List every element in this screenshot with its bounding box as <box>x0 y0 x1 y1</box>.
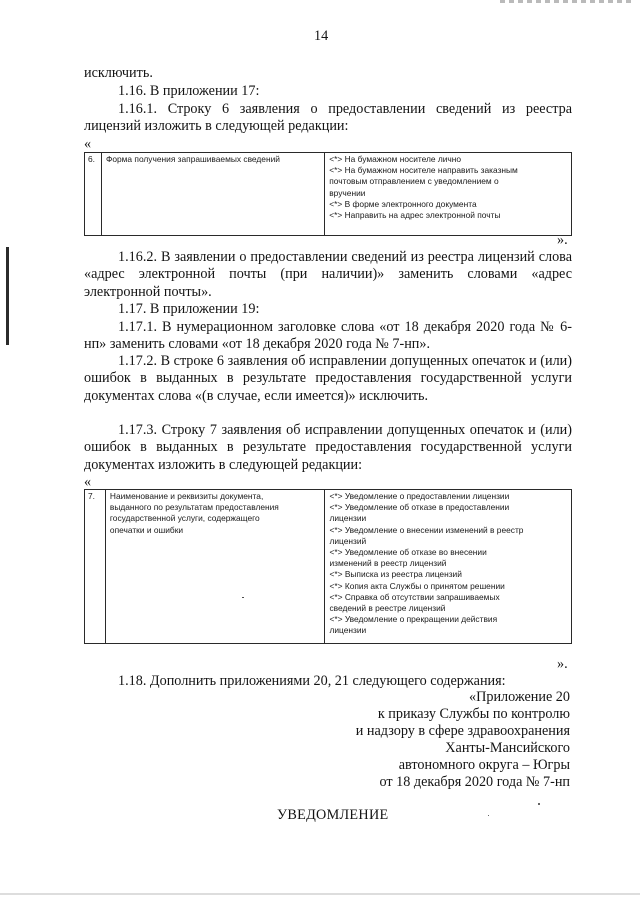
table-row-7 <box>84 489 572 644</box>
scan-artifact-top <box>500 0 635 3</box>
scan-artifact-left <box>6 247 9 345</box>
quote-open-1: « <box>84 136 92 152</box>
appendix-header-line: Ханты-Мансийского <box>445 740 570 756</box>
scan-speck <box>242 597 244 598</box>
quote-close-1: ». <box>557 232 568 248</box>
option-line: <*> Уведомление о прекращении действия <box>329 614 498 625</box>
paragraph-1-17-1: 1.17.1. В нумерационном заголовке слова «от 18 декабря 2020 года № 6-нп» заменить словами «от 18 декабря 2020 года № 7-нп». <box>84 319 572 353</box>
table-row-6-number: 6. <box>85 153 102 236</box>
table-row-6 <box>84 152 572 236</box>
option-line: <*> Выписка из реестра лицензий <box>329 569 462 580</box>
option-line: сведений в реестре лицензий <box>329 603 446 614</box>
label-line: государственной услуги, содержащего <box>109 513 260 524</box>
appendix-header-line: автономного округа – Югры <box>398 757 570 773</box>
label-line: Наименование и реквизиты документа, <box>109 491 264 501</box>
table-row-7-label <box>105 490 325 644</box>
table-row-6-options <box>325 153 572 236</box>
scan-artifact-bottom <box>0 893 640 895</box>
option-line: <*> На бумажном носителе направить заказным <box>329 165 518 176</box>
table-row-7-options <box>325 490 572 644</box>
paragraph-1-17-3: 1.17.3. Строку 7 заявления об исправлении допущенных опечаток и (или) ошибок в выданных в результате предоставления государственной услуги документах изложить в следующей редакции: <box>84 422 572 473</box>
appendix-header-line: от 18 декабря 2020 года № 7-нп <box>379 774 570 790</box>
notice-title: УВЕДОМЛЕНИЕ <box>277 807 389 823</box>
option-line: <*> Направить на адрес электронной почты <box>329 210 501 221</box>
option-line: изменений в реестр лицензий <box>329 558 447 569</box>
quote-close-2: ». <box>557 656 568 672</box>
paragraph-1-18: 1.18. Дополнить приложениями 20, 21 следующего содержания: <box>118 673 506 689</box>
page-number: 14 <box>314 28 329 44</box>
option-line: <*> Уведомление об отказе в предоставлении <box>329 502 510 513</box>
label-line: выданного по результатам предоставления <box>109 502 279 513</box>
option-line: <*> В форме электронного документа <box>329 198 477 209</box>
paragraph-1-16: 1.16. В приложении 17: <box>118 83 260 99</box>
option-line: лицензий <box>329 535 367 546</box>
option-line: вручении <box>329 187 366 198</box>
quote-open-2: « <box>84 474 92 490</box>
option-line: <*> Копия акта Службы о принятом решении <box>329 580 505 591</box>
paragraph-1-16-1: 1.16.1. Строку 6 заявления о предоставлении сведений из реестра лицензий изложить в следующей редакции: <box>84 101 572 135</box>
option-line: почтовым отправлением с уведомлением о <box>329 176 499 187</box>
option-line: лицензии <box>329 625 367 636</box>
label-line: опечатки и ошибки <box>109 524 184 535</box>
paragraph-1-17: 1.17. В приложении 19: <box>118 301 260 317</box>
scan-speck <box>488 815 489 816</box>
paragraph-isklyuchit: исключить. <box>84 65 153 81</box>
scan-speck <box>538 803 540 805</box>
appendix-header-line: и надзору в сфере здравоохранения <box>355 723 570 739</box>
option-line: <*> Уведомление о предоставлении лицензии <box>329 491 510 501</box>
table-row-7-number: 7. <box>85 490 106 644</box>
appendix-header-line: «Приложение 20 <box>469 689 570 705</box>
option-line: <*> Уведомление об отказе во внесении <box>329 547 487 558</box>
table-row-6-label: Форма получения запрашиваемых сведений <box>101 153 324 236</box>
appendix-header <box>356 689 570 791</box>
paragraph-1-17-2: 1.17.2. В строке 6 заявления об исправлении допущенных опечаток и (или) ошибок в выданных в результате предоставления государственной услуги документах слова «(в случае, если имеется)» исключить. <box>84 353 572 404</box>
option-line: лицензии <box>329 513 367 524</box>
appendix-header-line: к приказу Службы по контролю <box>377 706 570 722</box>
option-line: <*> На бумажном носителе лично <box>329 154 462 164</box>
option-line: <*> Справка об отсутствии запрашиваемых <box>329 591 500 602</box>
option-line: <*> Уведомление о внесении изменений в реестр <box>329 524 524 535</box>
paragraph-1-16-2: 1.16.2. В заявлении о предоставлении сведений из реестра лицензий слова «адрес электронной почты (при наличии)» заменить словами «адрес электронной почты». <box>84 249 572 300</box>
